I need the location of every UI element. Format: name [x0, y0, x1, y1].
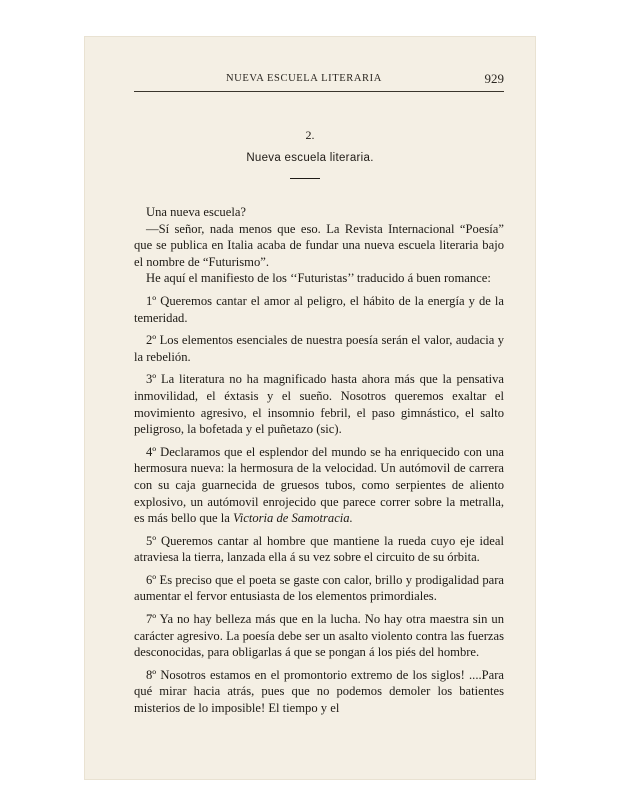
italic-title: Victoria de Samotracia. [232, 511, 353, 526]
paragraph: 6º Es preciso que el poeta se gaste con calor, brillo y prodigalidad para aumentar el fervor entusiasta de los elementos primordiales. [134, 572, 504, 604]
paragraph: 7º Ya no hay belleza más que en la lucha. No hay otra maestra sin un carácter agresivo. La poesía debe ser un asalto violento contra las fuerzas desconocidas, para obligarlas á que se pongan á los piés del hombre. [134, 612, 504, 660]
running-title: NUEVA ESCUELA LITERARIA [226, 73, 382, 84]
paragraph: Una nueva escuela? [146, 205, 246, 219]
title-divider [290, 178, 320, 179]
section-title: Nueva escuela literaria. [246, 152, 374, 164]
page-number: 929 [484, 71, 504, 86]
paragraph: 5º Queremos cantar al hombre que mantiene la rueda cuyo eje ideal atraviesa la tierra, lanzada ella á su vez sobre el circuito de su órbita. [134, 533, 504, 565]
book-page [84, 36, 536, 780]
paragraph-text: 4º Declaramos que el esplendor del mundo se ha enriquecido con una hermosura nueva: la hermosura de la velocidad. Un autómovil de carrera con su caja guarnecida de gruesos tubos, como serpientes de aliento explosivo, un autómovil enrojecido que parece correr sobre la metralla, es más bello que la [134, 444, 504, 526]
section-number: 2. [305, 128, 315, 142]
paragraph: He aquí el manifiesto de los ‘‘Futuristas’’ traducido á buen romance: [146, 271, 491, 286]
paragraph [134, 444, 504, 527]
body-text [134, 204, 504, 717]
paragraph: 8º Nosotros estamos en el promontorio extremo de los siglos! ....Para qué mirar hacia atrás, pues que no podemos demoler los batientes misterios de lo imposible! El tiempo y el [134, 667, 504, 716]
header-rule [134, 91, 504, 92]
paragraph: 3º La literatura no ha magnificado hasta ahora más que la pensativa inmovilidad, el éxtasis y el sueño. Nosotros queremos exaltar el movimiento agresivo, el insomnio febril, el paso gimnástico, el salto peligroso, la bofetada y el puñetazo (sic). [134, 372, 504, 437]
paragraph: 1º Queremos cantar el amor al peligro, el hábito de la energía y de la temeridad. [134, 293, 504, 325]
paragraph: —Sí señor, nada menos que eso. La Revista Internacional “Poesía” que se publica en Italia acaba de fundar una nueva escuela literaria bajo el nombre de “Futurismo”. [134, 221, 504, 269]
paragraph: 2º Los elementos esenciales de nuestra poesía serán el valor, audacia y la rebelión. [134, 333, 504, 364]
